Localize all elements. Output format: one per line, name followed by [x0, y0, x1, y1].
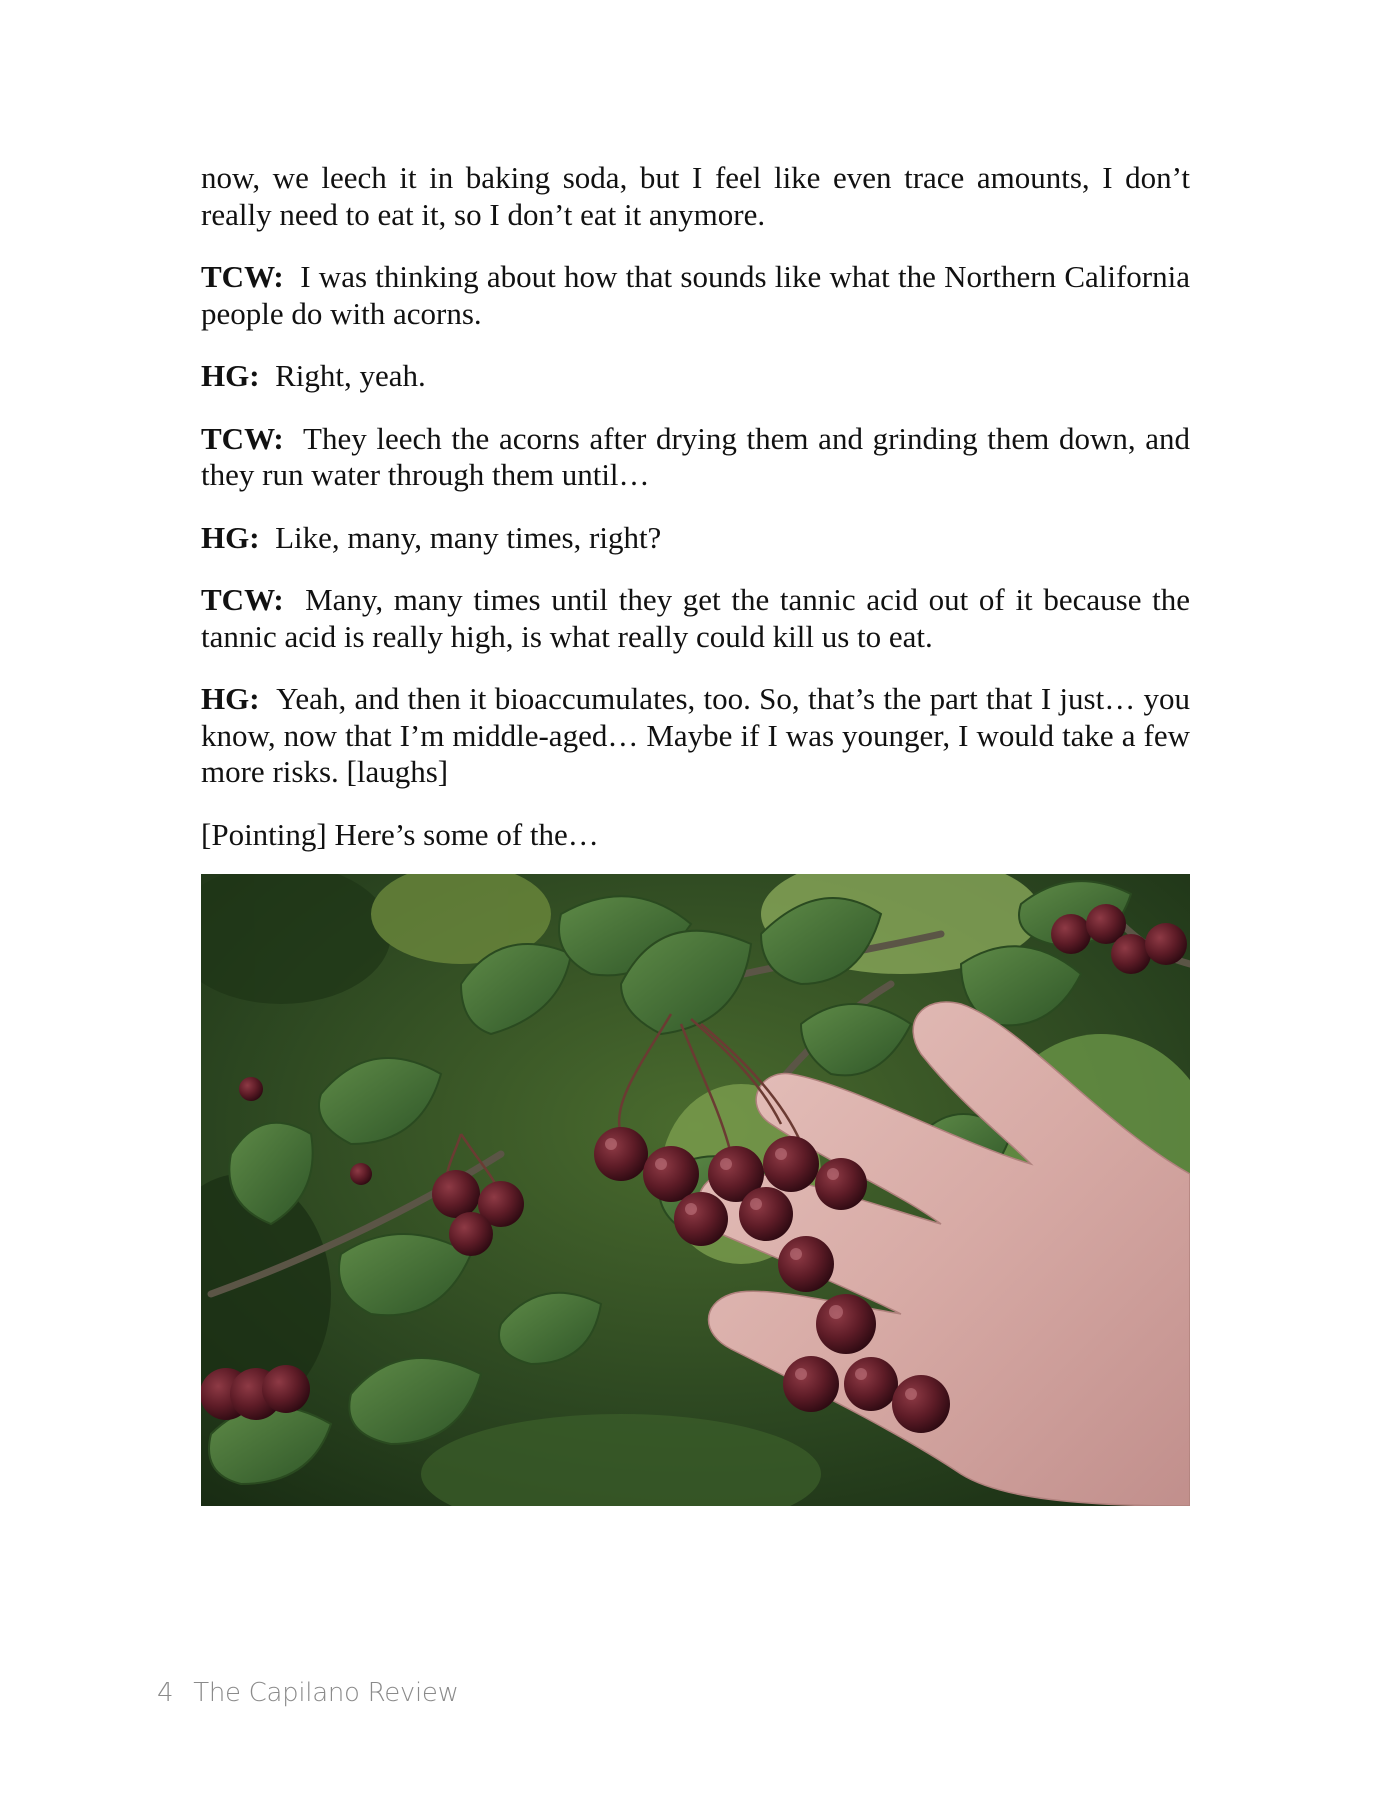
speaker-label: TCW: [201, 259, 284, 294]
paragraph-plain [201, 817, 1190, 854]
paragraph-text: They leech the acorns after drying them and grinding them down, and they run water through them until… [201, 420, 1190, 492]
paragraph-text: Right, yeah. [275, 358, 426, 393]
dialogue-paragraph [201, 421, 1190, 494]
speaker-label: TCW: [201, 582, 284, 617]
paragraph-text: Many, many times until they get the tannic acid out of it because the tannic acid is really high, is what really could kill us to eat. [201, 582, 1191, 654]
dialogue-paragraph [201, 582, 1190, 655]
paragraph-text: [Pointing] Here’s some of the… [201, 816, 599, 852]
speaker-label: HG: [201, 519, 260, 555]
dialogue-paragraph [201, 358, 1190, 395]
article-body [201, 160, 1190, 879]
paragraph-continuation [201, 160, 1190, 233]
paragraph-text: I was thinking about how that sounds like what the Northern California people do with acorns. [201, 259, 1191, 331]
paragraph-text: now, we leech it in baking soda, but I feel like even trace amounts, I don’t really need to eat it, so I don’t eat it anymore. [201, 160, 1190, 232]
dialogue-paragraph [201, 681, 1190, 791]
speaker-label: TCW: [201, 420, 284, 456]
speaker-label: HG: [201, 358, 260, 393]
page-number: 4 [157, 1678, 174, 1708]
hawthorn-berries-photo [201, 874, 1190, 1506]
page-footer [157, 1678, 459, 1708]
publication-name: The Capilano Review [193, 1678, 459, 1708]
dialogue-paragraph [201, 520, 1190, 557]
dialogue-paragraph [201, 259, 1190, 332]
paragraph-text: Like, many, many times, right? [275, 519, 662, 555]
speaker-label: HG: [201, 681, 260, 716]
paragraph-text: Yeah, and then it bioaccumulates, too. So, that’s the part that I just… you know, now that I’m middle-aged… Maybe if I was younger, I would take a few more risks. [laughs] [201, 681, 1191, 789]
